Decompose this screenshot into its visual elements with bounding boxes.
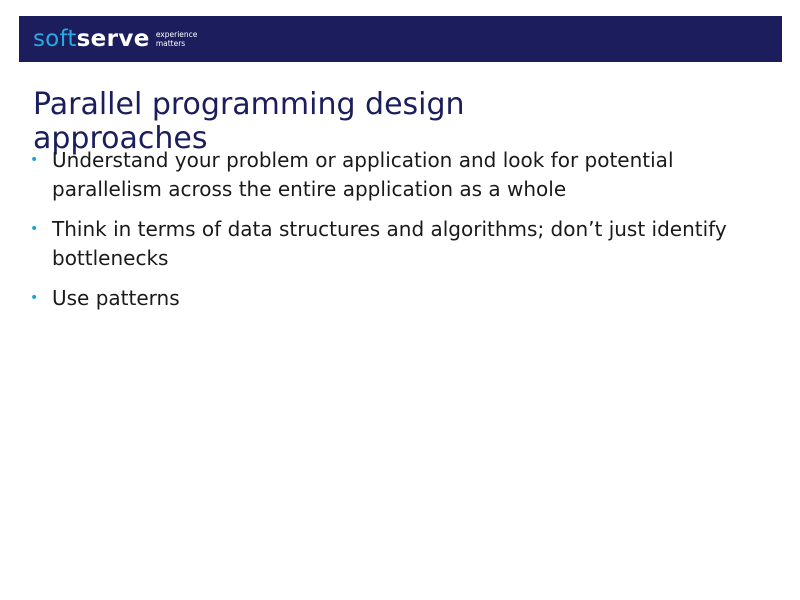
softserve-logo: [33, 24, 197, 54]
bullet-dot-icon: •: [30, 290, 39, 306]
slide-title: Parallel programming design approaches: [33, 87, 465, 156]
bullet-dot-icon: •: [30, 221, 39, 237]
logo-soft-text: soft: [33, 25, 77, 52]
bullet-text: Think in terms of data structures and algorithms; don’t just identify bottlenecks: [52, 217, 727, 270]
bullet-list: [30, 146, 730, 324]
bullet-text: Understand your problem or application and look for potential parallelism across the entire application as a whole: [52, 148, 674, 201]
bullet-text: Use patterns: [52, 286, 180, 310]
logo-serve-text: serve: [76, 25, 150, 52]
logo-tagline-line1: experience: [155, 30, 198, 39]
logo-tagline-line2: matters: [155, 39, 186, 48]
bullet-dot-icon: •: [30, 152, 39, 168]
header-bar: [19, 16, 782, 62]
bullet-item: [30, 215, 730, 273]
logo-tagline: [156, 30, 198, 48]
bullet-item: [30, 284, 730, 313]
bullet-item: [30, 146, 730, 204]
